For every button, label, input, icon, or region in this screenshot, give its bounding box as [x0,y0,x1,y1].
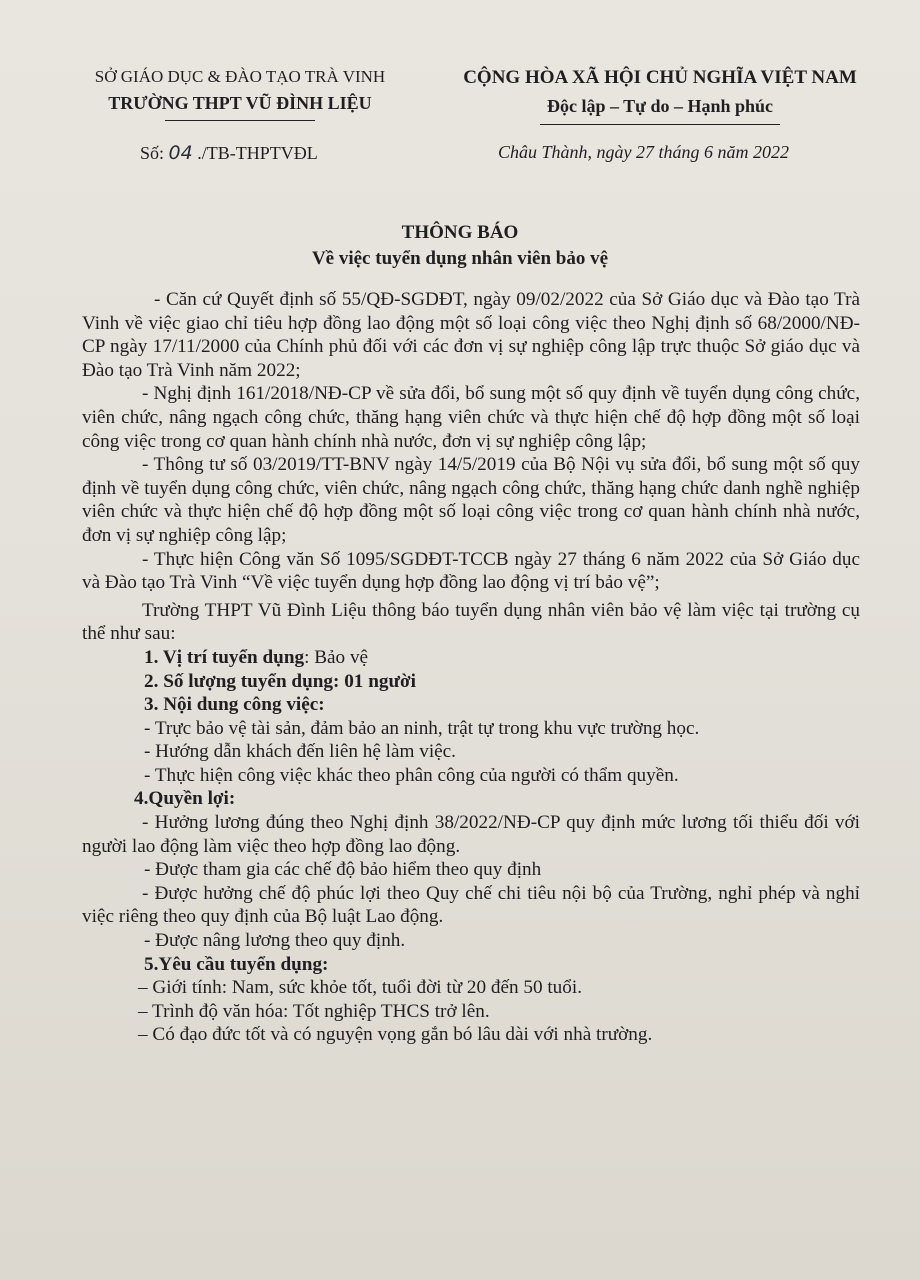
document-title [0,220,920,272]
benefit-item: - Được tham gia các chế độ bảo hiểm theo quy định [144,859,542,881]
section-position-label: 1. Vị trí tuyển dụng [144,646,305,668]
section-duties: 3. Nội dung công việc: [144,694,325,716]
duty-item: - Thực hiện công việc khác theo phân công của người có thẩm quyền. [144,764,679,786]
basis-paragraph: - Căn cứ Quyết định số 55/QĐ-SGDĐT, ngày 09/02/2022 của Sở Giáo dục và Đào tạo Trà Vinh về việc giao chỉ tiêu hợp đồng lao động một số loại công việc theo Nghị định số 68/2000/NĐ-CP ngày 17/11/2000 của Chính phủ đối với các đơn vị sự nghiệp công lập trực thuộc Sở giáo dục và Đào tạo Trà Vinh năm 2022; [82,289,860,381]
section-benefits: 4.Quyền lợi: [134,788,236,810]
section-requirements: 5.Yêu cầu tuyển dụng: [144,953,329,975]
document-number [140,142,318,164]
org-underline [165,120,315,121]
motto-underline [540,124,780,125]
document-body [82,288,860,1047]
section-position [82,646,860,670]
basis-paragraph: - Nghị định 161/2018/NĐ-CP về sửa đổi, bổ sung một số quy định về tuyển dụng công chức, viên chức, nâng ngạch công chức, thăng hạng viên chức và thực hiện chế độ hợp đồng một số loại công việc trong cơ quan hành chính nhà nước, đơn vị sự nghiệp công lập; [82,383,860,452]
number-suffix: ./TB-THPTVĐL [192,143,318,163]
org-department: SỞ GIÁO DỤC & ĐÀO TẠO TRÀ VINH [94,67,386,86]
number-prefix: Số: [140,143,169,163]
basis-paragraph: - Thông tư số 03/2019/TT-BNV ngày 14/5/2019 của Bộ Nội vụ sửa đổi, bổ sung một số quy định về tuyển dụng công chức, viên chức, nâng ngạch công chức, thăng hạng chức danh nghề nghiệp viên chức và thực hiện chế độ hợp đồng một số loại công việc trong cơ quan hành chính nhà nước, đơn vị sự nghiệp công lập; [82,454,860,546]
requirement-item: – Giới tính: Nam, sức khỏe tốt, tuổi đời từ 20 đến 50 tuổi. [138,977,583,999]
country-name: CỘNG HÒA XÃ HỘI CHỦ NGHĨA VIỆT NAM [463,67,857,88]
title-subject: Về việc tuyển dụng nhân viên bảo vệ [311,248,609,269]
number-handwritten: 04 [168,142,193,164]
national-heading [440,64,880,125]
requirement-item: – Có đạo đức tốt và có nguyện vọng gắn bó lâu dài với nhà trường. [138,1024,653,1046]
section-position-value: : Bảo vệ [304,646,369,668]
title-main: THÔNG BÁO [401,222,519,243]
benefit-item: - Được hưởng chế độ phúc lợi theo Quy chế chi tiêu nội bộ của Trường, nghỉ phép và nghỉ việc riêng theo quy định của Bộ luật Lao động. [82,882,860,928]
benefit-item: - Được nâng lương theo quy định. [144,930,406,952]
document-date: Châu Thành, ngày 27 tháng 6 năm 2022 [498,142,790,162]
duty-item: - Trực bảo vệ tài sản, đảm bảo an ninh, trật tự trong khu vực trường học. [144,717,700,739]
requirement-item: – Trình độ văn hóa: Tốt nghiệp THCS trở lên. [138,1000,490,1022]
section-quantity: 2. Số lượng tuyển dụng: 01 người [144,670,416,692]
intro-paragraph: Trường THPT Vũ Đình Liệu thông báo tuyển dụng nhân viên bảo vệ làm việc tại trường cụ thể như sau: [82,599,860,645]
national-motto: Độc lập – Tự do – Hạnh phúc [546,96,774,116]
issuing-organization [60,64,420,121]
org-school: TRƯỜNG THPT VŨ ĐÌNH LIỆU [108,93,372,113]
duty-item: - Hướng dẫn khách đến liên hệ làm việc. [144,741,456,763]
benefit-item: - Hưởng lương đúng theo Nghị định 38/2022/NĐ-CP quy định mức lương tối thiểu đối với người lao động làm việc theo hợp đồng lao động. [82,812,860,857]
basis-paragraph: - Thực hiện Công văn Số 1095/SGDĐT-TCCB ngày 27 tháng 6 năm 2022 của Sở Giáo dục và Đào tạo Trà Vinh “Về việc tuyển dụng hợp đồng lao động vị trí bảo vệ”; [82,548,860,594]
